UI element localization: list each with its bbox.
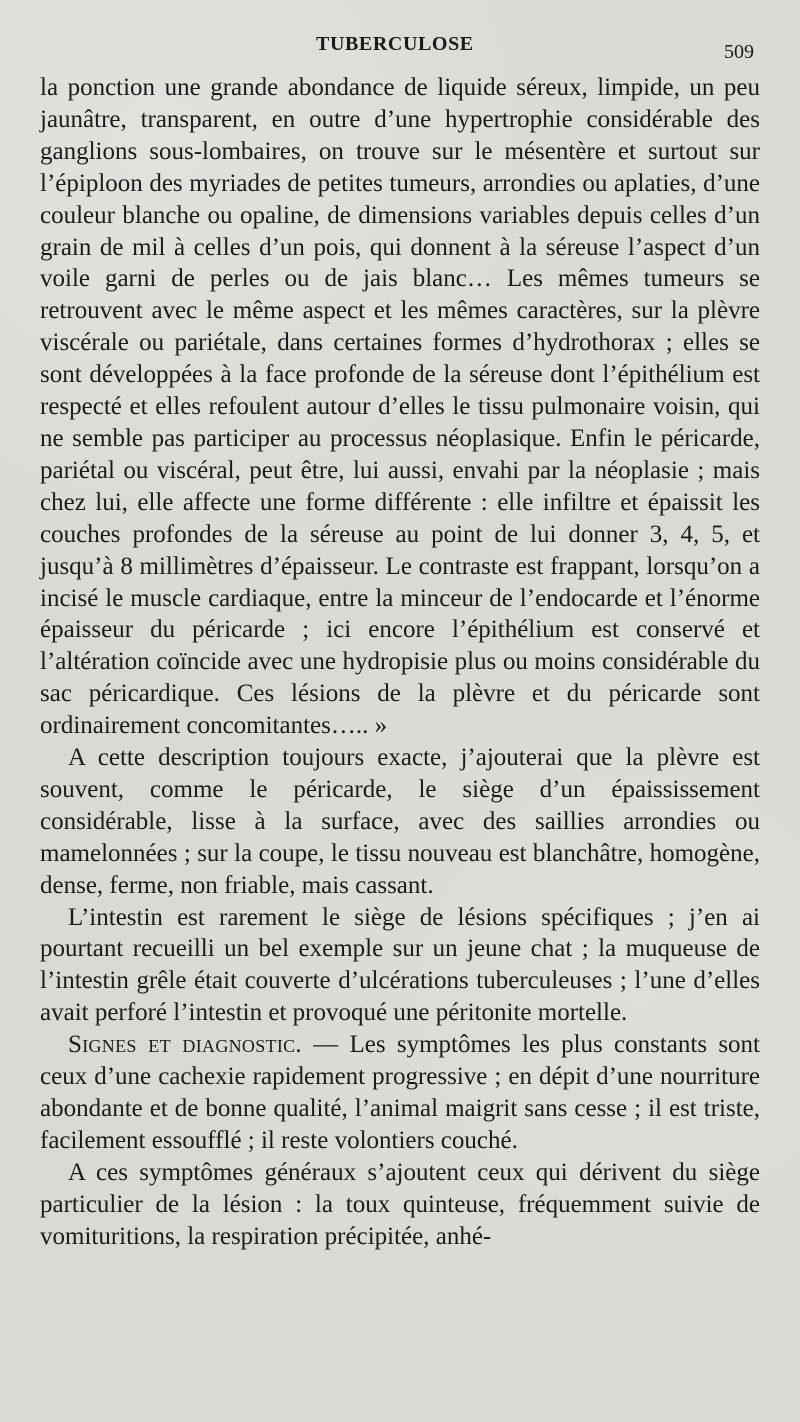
paragraph-3: L’intestin est rarement le siège de lésions spécifiques ; j’en ai pourtant recueilli un bel exemple sur un jeune chat ; la muqueuse de l’intestin grêle était couverte d’ulcérations tuberculeuses ; l’une d’elles avait perforé l’intestin et provoqué une péritonite mortelle. (40, 903, 760, 1027)
paragraph-5: A ces symptômes généraux s’ajoutent ceux qui dérivent du siège particulier de la lésion : la toux quinteuse, fréquemment suivie de vomituritions, la respiration précipitée, anhé- (40, 1158, 760, 1250)
paragraph-4-body: — Les symptômes les plus constants sont ceux d’une cachexie rapidement progressive ; en dépit d’une nourriture abondante et de bonne qualité, l’animal maigrit sans cesse ; il est triste, facilement essoufflé ; il reste volontiers couché. (40, 1031, 761, 1154)
running-head (0, 33, 800, 63)
paragraph-1: la ponction une grande abondance de liquide séreux, limpide, un peu jaunâtre, transparent, en outre d’une hypertrophie considérable des ganglions sous-lombaires, on trouve sur le mésentère et surtout sur l’épiploon des myriades de petites tumeurs, arrondies ou aplaties, d’une couleur blanche ou opaline, de dimensions variables depuis celles d’un grain de mil à celles d’un pois, qui donnent à la séreuse l’aspect d’un voile garni de perles ou de jais blanc… Les mêmes tumeurs se retrouvent avec le même aspect et les mêmes caractères, sur la plèvre viscérale ou pariétale, dans certaines formes d’hydrothorax ; elles se sont développées à la face profonde de la séreuse dont l’épithélium est respecté et elles refoulent autour d’elles le tissu pulmonaire voisin, qui ne semble pas participer au processus néoplasique. Enfin le péricarde, pariétal ou viscéral, peut être, lui aussi, envahi par la néoplasie ; mais chez lui, elle affecte une forme différente : elle infiltre et épaissit les couches profondes de la séreuse au point de lui donner 3, 4, 5, et jusqu’à 8 millimètres d’épaisseur. Le contraste est frappant, lorsqu’on a incisé le muscle cardiaque, entre la minceur de l’endocarde et l’énorme épaisseur du péricarde ; ici encore l’épithélium est conservé et l’altération coïncide avec une hydropisie plus ou moins considérable du sac péricardique. Ces lésions de la plèvre et du péricarde sont ordinairement concomitantes….. » (40, 74, 760, 740)
page-number: 509 (724, 41, 754, 63)
running-title: TUBERCULOSE (316, 33, 474, 55)
document-body (40, 72, 760, 1253)
paragraph-4 (40, 1029, 760, 1157)
paragraph-2: A cette description toujours exacte, j’ajouterai que la plèvre est souvent, comme le péricarde, le siège d’un épaississement considérable, lisse à la surface, avec des saillies arrondies ou mamelonnées ; sur la coupe, le tissu nouveau est blanchâtre, homogène, dense, ferme, non friable, mais cassant. (40, 744, 760, 899)
section-heading: Signes et diagnostic. (68, 1031, 302, 1059)
